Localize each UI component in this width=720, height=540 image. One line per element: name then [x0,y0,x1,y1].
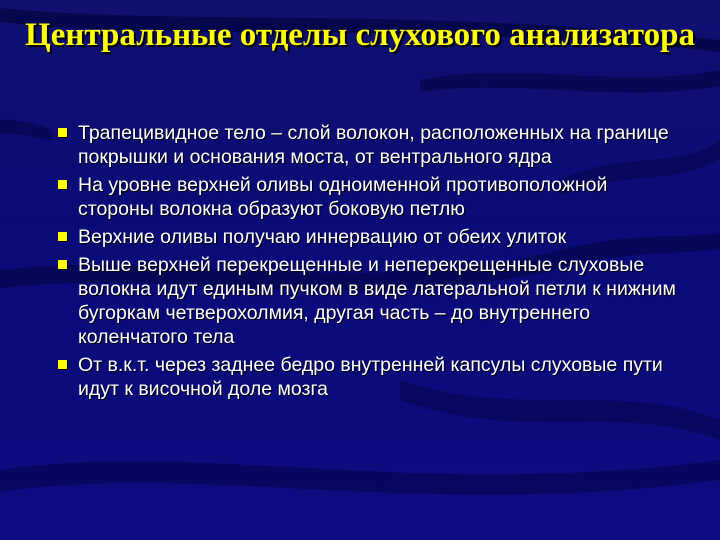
bullet-text: Верхние оливы получаю иннервацию от обеих улиток [78,226,567,248]
slide-title: Центральные отделы слухового анализатора [25,17,695,53]
bullet-text: Выше верхней перекрещенные и неперекрещенные слуховые волокна идут единым пучком в виде латеральной петли к нижним бугоркам четверохолмия, другая часть – до внутреннего коленчатого тела [78,254,676,348]
square-bullet-icon [58,232,67,241]
bullet-text: Трапецивидное тело – слой волокон, расположенных на границе покрышки и основания моста, от вентрального ядра [78,122,669,168]
square-bullet-icon [58,180,67,189]
bullet-item [58,353,688,401]
bullet-text: От в.к.т. через заднее бедро внутренней капсулы слуховые пути идут к височной доле мозга [78,354,663,400]
bullet-item [58,121,688,169]
bullet-item [58,225,688,249]
square-bullet-icon [58,360,67,369]
bullet-item [58,253,688,349]
square-bullet-icon [58,260,67,269]
bullet-list [58,121,688,405]
bullet-item [58,173,688,221]
square-bullet-icon [58,128,67,137]
bullet-text: На уровне верхней оливы одноименной противоположной стороны волокна образуют боковую петлю [78,174,608,220]
